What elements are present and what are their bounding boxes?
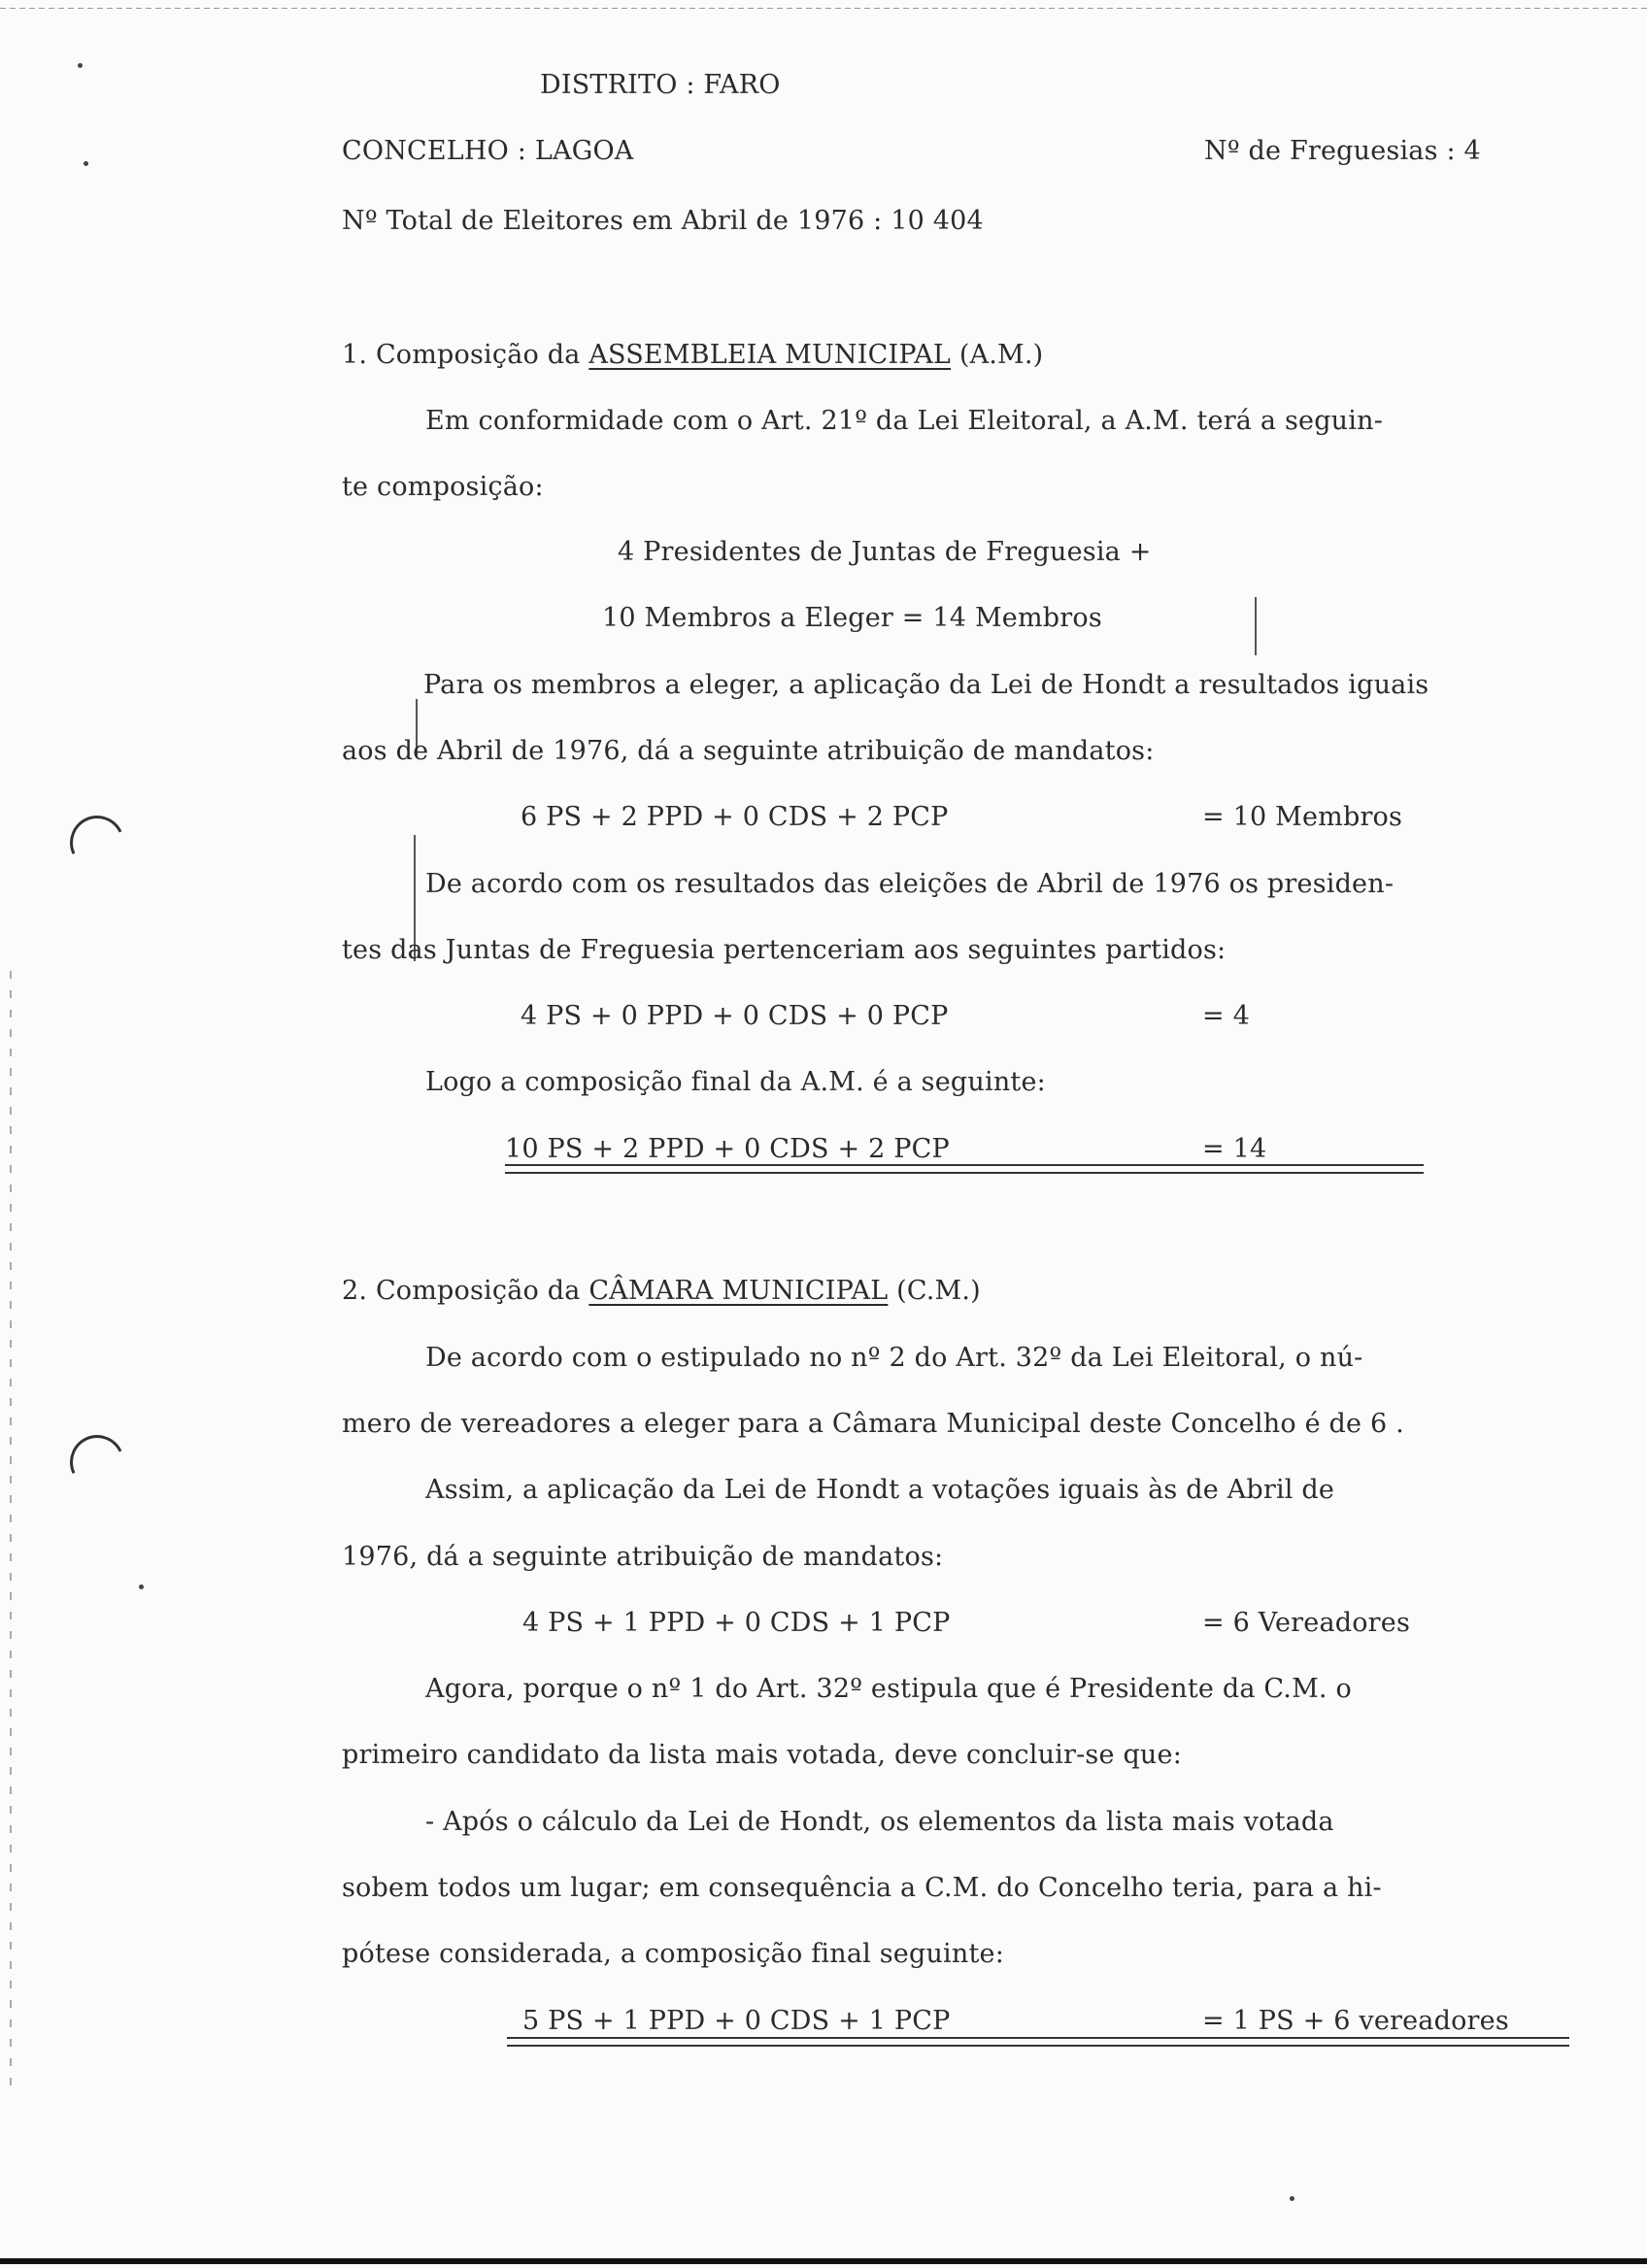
section1-final: 10 PS + 2 PPD + 0 CDS + 2 PCP [505,1134,950,1164]
section1-number: 1. Composição da [342,340,589,370]
section1-p2-line1: Para os membros a eleger, a aplicação da Lei de Hondt a resultados iguais [423,670,1429,700]
section1-abbr: (A.M.) [951,340,1044,370]
section2-p3-line1: Agora, porque o nº 1 do Art. 32º estipula que é Presidente da C.M. o [425,1674,1352,1704]
header-distrito: DISTRITO : FARO [540,70,781,100]
section1-alloc1: 6 PS + 2 PPD + 0 CDS + 2 PCP [521,802,949,832]
punch-hole-icon [62,808,132,878]
punch-hole-icon [62,1427,132,1497]
section2-number: 2. Composição da [342,1276,589,1306]
section1-alloc1-total: = 10 Membros [1202,802,1403,832]
margin-mark [1255,597,1257,655]
section1-alloc2: 4 PS + 0 PPD + 0 CDS + 0 PCP [521,1001,949,1031]
section1-underline-1 [505,1164,1424,1166]
section2-abbr: (C.M.) [888,1276,981,1306]
section1-p1-line1: Em conformidade com o Art. 21º da Lei Eleitoral, a A.M. terá a seguin- [425,406,1384,436]
section2-p4-line3: pótese considerada, a composição final seguinte: [342,1939,1004,1969]
section1-comp1: 4 Presidentes de Juntas de Freguesia + [618,537,1152,567]
section2-alloc1-total: = 6 Vereadores [1202,1608,1411,1638]
speck [139,1584,144,1589]
section2-p1-line2: mero de vereadores a eleger para a Câmara Municipal deste Concelho é de 6 . [342,1409,1404,1439]
section2-p3-line2: primeiro candidato da lista mais votada, deve concluir-se que: [342,1740,1182,1770]
section2-p1-line1: De acordo com o estipulado no nº 2 do Art. 32º da Lei Eleitoral, o nú- [425,1343,1363,1373]
section2-title: CÂMARA MUNICIPAL [588,1276,889,1306]
section1-heading [342,340,1043,371]
bottom-edge-bar [0,2258,1647,2264]
section1-p3-line2: tes das Juntas de Freguesia pertenceriam aos seguintes partidos: [342,935,1227,965]
section2-p2-line1: Assim, a aplicação da Lei de Hondt a votações iguais às de Abril de [425,1475,1335,1505]
speck [1290,2196,1294,2201]
speck [78,63,83,68]
section2-heading [342,1276,981,1307]
top-edge-line [0,8,1647,9]
section1-title: ASSEMBLEIA MUNICIPAL [588,340,952,370]
section1-comp2: 10 Membros a Eleger = 14 Membros [602,603,1102,633]
header-concelho: CONCELHO : LAGOA [342,136,634,166]
section1-p2-line2: aos de Abril de 1976, dá a seguinte atribuição de mandatos: [342,736,1155,766]
section2-p2-line2: 1976, dá a seguinte atribuição de mandatos: [342,1542,944,1572]
section2-underline-1 [507,2037,1569,2039]
section2-p4-line2: sobem todos um lugar; em consequência a C.M. do Concelho teria, para a hi- [342,1873,1382,1903]
section1-underline-2 [505,1172,1424,1174]
section2-p4-line1: - Após o cálculo da Lei de Hondt, os elementos da lista mais votada [425,1807,1334,1837]
header-eleitores: Nº Total de Eleitores em Abril de 1976 : 10 404 [342,206,984,236]
section2-final-total: = 1 PS + 6 vereadores [1202,2006,1509,2036]
section2-underline-2 [507,2045,1569,2047]
left-margin-marks [10,971,12,2087]
section1-p1-line2: te composição: [342,472,544,502]
section1-p3-line1: De acordo com os resultados das eleições de Abril de 1976 os presiden- [425,869,1395,899]
section2-alloc1: 4 PS + 1 PPD + 0 CDS + 1 PCP [522,1608,951,1638]
header-freguesias: Nº de Freguesias : 4 [1204,136,1481,166]
section2-final: 5 PS + 1 PPD + 0 CDS + 1 PCP [522,2006,951,2036]
section1-final-total: = 14 [1202,1134,1267,1164]
speck [84,161,88,166]
section1-alloc2-total: = 4 [1202,1001,1250,1031]
section1-p4: Logo a composição final da A.M. é a seguinte: [425,1067,1046,1097]
